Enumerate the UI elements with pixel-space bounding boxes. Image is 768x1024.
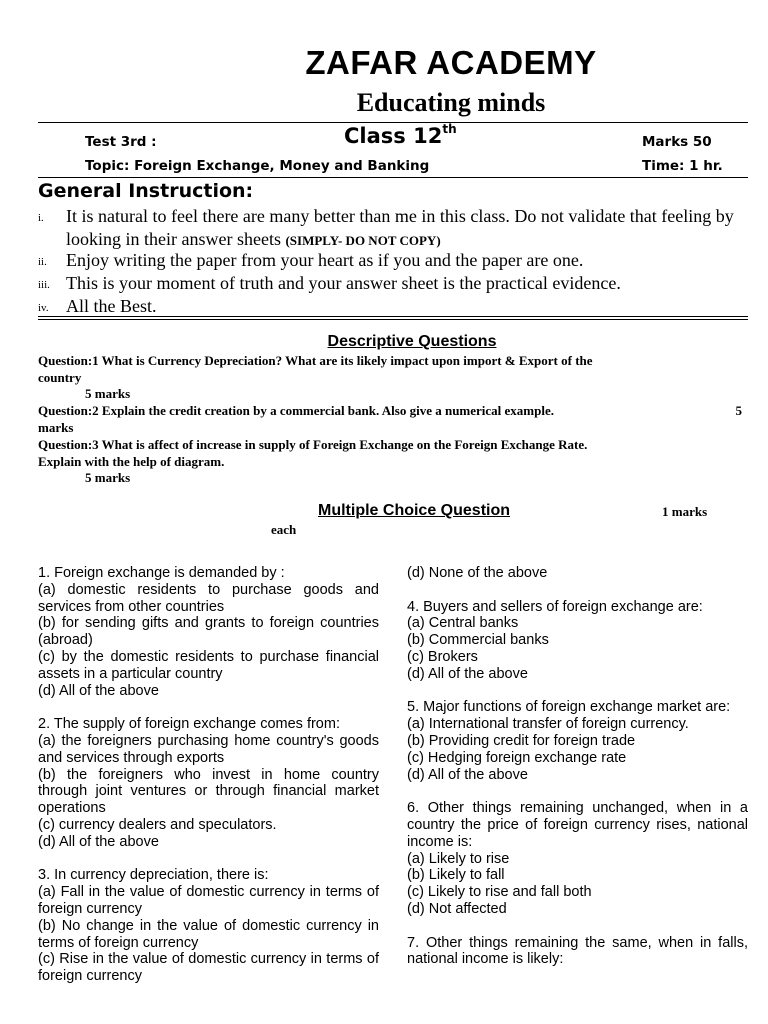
mcq-each: each bbox=[271, 522, 297, 537]
instruction-emphasis: (SIMPLY- DO NOT COPY) bbox=[285, 233, 441, 248]
mcq-option: (c) by the domestic residents to purchase financial assets in a particular country bbox=[38, 648, 379, 682]
mcq-option: (c) Rise in the value of domestic currency in terms of foreign currency bbox=[38, 951, 379, 985]
mcq-question-2 bbox=[38, 716, 379, 850]
header-bottom-rule bbox=[38, 177, 748, 178]
mcq-question-3 bbox=[38, 867, 379, 985]
mcq-option: (a) the foreigners purchasing home country's goods and services through exports bbox=[38, 732, 379, 766]
mcq-option: (b) for sending gifts and grants to foreign countries (abroad) bbox=[38, 615, 379, 649]
instruction-text: This is your moment of truth and your answer sheet is the practical evidence. bbox=[66, 273, 621, 293]
mcq-option: (b) Likely to fall bbox=[407, 867, 505, 884]
mcq-option: (c) Likely to rise and fall both bbox=[407, 884, 592, 901]
mcq-question-1 bbox=[38, 565, 379, 699]
class-title bbox=[344, 124, 457, 148]
mcq-question-text: 5. Major functions of foreign exchange market are: bbox=[407, 699, 731, 716]
instruction-text: All the Best. bbox=[66, 296, 157, 316]
mcq-option: (b) the foreigners who invest in home country through joint ventures or through financial market operations bbox=[38, 766, 379, 817]
descriptive-title: Descriptive Questions bbox=[327, 333, 497, 350]
mcq-question-text: 7. Other things remaining the same, when in falls, national income is likely: bbox=[407, 934, 748, 968]
mcq-question-text: 1. Foreign exchange is demanded by : bbox=[38, 565, 285, 581]
instruction-text: It is natural to feel there are many better than me in this class. Do not validate that feeling by looking in their answer sheets (SIMPLY- DO NOT COPY) bbox=[66, 206, 734, 249]
instruction-number: iv. bbox=[38, 302, 49, 314]
question-2-marks: marks bbox=[38, 419, 74, 435]
question-3: Question:3 What is affect of increase in supply of Foreign Exchange on the Foreign Exchange Rate. Explain with the help of diagram. 5 marks bbox=[38, 437, 748, 487]
mcq-option: (c) currency dealers and speculators. bbox=[38, 816, 277, 833]
instruction-number: i. bbox=[38, 212, 44, 224]
time-label: Time: 1 hr. bbox=[642, 158, 723, 174]
question-1-marks: 5 marks bbox=[85, 386, 131, 401]
instruction-number: iii. bbox=[38, 279, 50, 291]
marks-label: Marks 50 bbox=[642, 134, 712, 150]
mcq-option: (c) Hedging foreign exchange rate bbox=[407, 749, 627, 766]
mcq-question-6 bbox=[407, 800, 748, 918]
header-top-rule bbox=[38, 122, 748, 123]
mcq-option: (d) Not affected bbox=[407, 900, 507, 917]
mcq-question-text: 4. Buyers and sellers of foreign exchange are: bbox=[407, 598, 703, 615]
mcq-option: (d) All of the above bbox=[407, 766, 528, 783]
mcq-question-5 bbox=[407, 699, 748, 783]
general-instruction-heading: General Instruction: bbox=[38, 180, 254, 202]
mcq-option: (b) Commercial banks bbox=[407, 632, 549, 649]
mcq-left-column bbox=[38, 565, 379, 985]
question-3-marks: 5 marks bbox=[85, 470, 131, 485]
mcq-option: (a) Central banks bbox=[407, 615, 519, 632]
mcq-question-4 bbox=[407, 599, 748, 683]
academy-tagline: Educating minds bbox=[356, 88, 546, 117]
mcq-question-text: 3. In currency depreciation, there is: bbox=[38, 867, 269, 884]
mcq-option: (d) None of the above bbox=[407, 565, 548, 581]
mcq-marks: 1 marks bbox=[662, 504, 708, 519]
mcq-option: (d) All of the above bbox=[38, 682, 159, 699]
mcq-option: (b) No change in the value of domestic currency in terms of foreign currency bbox=[38, 917, 379, 951]
mcq-option: (d) All of the above bbox=[38, 833, 159, 850]
mcq-right-column bbox=[407, 565, 748, 968]
test-label: Test 3rd : bbox=[85, 134, 157, 150]
instructions-rule-double bbox=[38, 319, 748, 320]
class-label: Class 12 bbox=[344, 124, 443, 148]
instructions-rule bbox=[38, 316, 748, 317]
mcq-option: (b) Providing credit for foreign trade bbox=[407, 732, 636, 749]
mcq-question-7 bbox=[407, 935, 748, 969]
class-superscript: th bbox=[442, 122, 457, 136]
mcq-question-text: 2. The supply of foreign exchange comes from: bbox=[38, 716, 340, 733]
instruction-item bbox=[38, 205, 758, 251]
mcq-option: (d) All of the above bbox=[407, 665, 528, 682]
question-2: Question:2 Explain the credit creation by a commercial bank. Also give a numerical example. 5 marks bbox=[38, 403, 748, 436]
mcq-option: (c) Brokers bbox=[407, 648, 478, 665]
question-1: Question:1 What is Currency Depreciation? What are its likely impact upon import & Export of the country 5 marks bbox=[38, 353, 748, 403]
instruction-number: ii. bbox=[38, 256, 47, 268]
topic-label: Topic: Foreign Exchange, Money and Banking bbox=[85, 158, 430, 174]
mcq-question-text: 6. Other things remaining unchanged, when in a country the price of foreign currency rises, national income is: bbox=[407, 800, 748, 850]
question-2-marks-number: 5 bbox=[735, 403, 742, 418]
mcq-option: (a) International transfer of foreign currency. bbox=[407, 716, 689, 733]
mcq-option: (a) Fall in the value of domestic currency in terms of foreign currency bbox=[38, 884, 379, 917]
academy-name: ZAFAR ACADEMY bbox=[305, 44, 597, 81]
mcq-option: (a) domestic residents to purchase goods and services from other countries bbox=[38, 581, 379, 615]
mcq-option: (a) Likely to rise bbox=[407, 850, 510, 867]
instruction-text: Enjoy writing the paper from your heart as if you and the paper are one. bbox=[66, 250, 584, 270]
mcq-title: Multiple Choice Question bbox=[318, 502, 511, 519]
